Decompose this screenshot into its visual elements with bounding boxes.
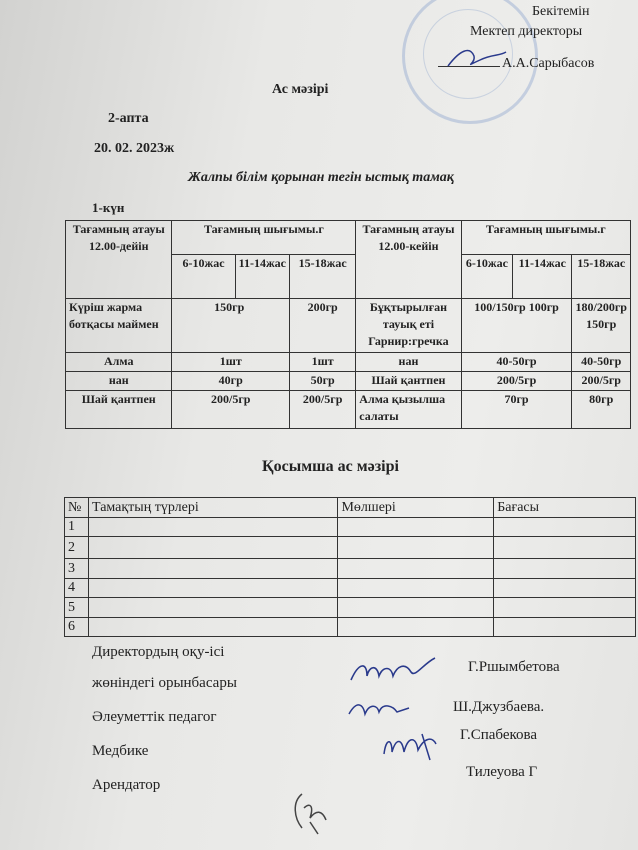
food-after: Бұқтырылған тауық еті Гарнир:гречка [356, 299, 461, 353]
column-header-food-types: Тамақтың түрлері [88, 498, 338, 518]
food-after: Шай қантпен [356, 372, 461, 391]
age-group-left: 15-18жас [290, 255, 356, 299]
subtitle: Жалпы білім қорынан тегін ыстық тамақ [188, 170, 454, 185]
age-group-left: 11-14жас [235, 255, 289, 299]
header-yield-right: Тағамның шығымы.г [461, 221, 630, 255]
row-number: 3 [65, 559, 89, 579]
signatory-role: Арендатор [92, 777, 161, 793]
column-header-number: № [65, 498, 89, 518]
yield-11-14: 200/5гр [290, 391, 356, 429]
signatory-role: Медбике [92, 743, 149, 759]
header-food-before: Тағамның атауы 12.00-дейін [66, 221, 172, 299]
week-label: 2-апта [108, 111, 149, 126]
handwritten-signature [378, 730, 448, 762]
table-row [65, 559, 636, 579]
table-row [66, 353, 631, 372]
age-group-right: 15-18жас [572, 255, 631, 299]
row-number: 4 [65, 579, 89, 598]
table-row [65, 518, 636, 537]
row-number: 6 [65, 618, 89, 637]
day-label: 1-күн [92, 200, 125, 215]
header-yield-left: Тағамның шығымы.г [172, 221, 356, 255]
signatory-role: Әлеуметтік педагог [92, 709, 217, 725]
extra-menu-table [64, 497, 636, 637]
table-row [65, 598, 636, 618]
yield-11-14: 200гр [290, 299, 356, 353]
director-signature [440, 42, 510, 74]
yield-after-6-10: 200/5гр [461, 372, 572, 391]
age-group-left: 6-10жас [172, 255, 235, 299]
signatory-name: Ш.Джузбаева. [453, 699, 545, 715]
food-after: нан [356, 353, 461, 372]
yield-after-11-14: 80гр [572, 391, 631, 429]
signatory-name: Г.Ршымбетова [468, 659, 560, 675]
age-group-right: 6-10жас [461, 255, 513, 299]
yield-6-10: 40гр [172, 372, 290, 391]
yield-after-6-10: 100/150гр 100гр [461, 299, 572, 353]
yield-11-14: 1шт [290, 353, 356, 372]
extra-menu-title: Қосымша ас мәзірі [262, 458, 399, 475]
food-before: нан [66, 372, 172, 391]
table-row [65, 618, 636, 637]
table-row [66, 391, 631, 429]
handwritten-signature [345, 652, 445, 692]
handwritten-signature [288, 788, 338, 838]
row-number: 2 [65, 537, 89, 559]
column-header-amount: Мөлшері [338, 498, 494, 518]
yield-after-11-14: 200/5гр [572, 372, 631, 391]
yield-11-14: 50гр [290, 372, 356, 391]
row-number: 5 [65, 598, 89, 618]
yield-6-10: 200/5гр [172, 391, 290, 429]
table-row [66, 372, 631, 391]
table-row [65, 537, 636, 559]
date-label: 20. 02. 2023ж [94, 141, 175, 156]
column-header-price: Бағасы [494, 498, 636, 518]
food-before: Шай қантпен [66, 391, 172, 429]
yield-6-10: 150гр [172, 299, 290, 353]
approval-position: Мектеп директоры [470, 24, 583, 39]
yield-after-6-10: 70гр [461, 391, 572, 429]
header-food-after: Тағамның атауы 12.00-кейін [356, 221, 461, 299]
age-group-right: 11-14жас [513, 255, 572, 299]
row-number: 1 [65, 518, 89, 537]
food-before: Алма [66, 353, 172, 372]
signatory-role: Директордың оқу-ісі [92, 644, 225, 660]
signatory-role: жөніндегі орынбасары [92, 675, 237, 691]
handwritten-signature [345, 696, 415, 722]
yield-6-10: 1шт [172, 353, 290, 372]
director-name: А.А.Сарыбасов [502, 56, 595, 71]
food-after: Алма қызылша салаты [356, 391, 461, 429]
signatory-name: Тилеуова Г [466, 764, 538, 780]
yield-after-11-14: 180/200гр 150гр [572, 299, 631, 353]
table-row [66, 299, 631, 353]
approval-label: Бекітемін [532, 4, 590, 19]
menu-title: Ас мәзірі [272, 82, 329, 97]
yield-after-6-10: 40-50гр [461, 353, 572, 372]
table-row [65, 579, 636, 598]
yield-after-11-14: 40-50гр [572, 353, 631, 372]
signatory-name: Г.Спабекова [460, 727, 538, 743]
main-menu-table [65, 220, 631, 429]
food-before: Күріш жарма ботқасы маймен [66, 299, 172, 353]
